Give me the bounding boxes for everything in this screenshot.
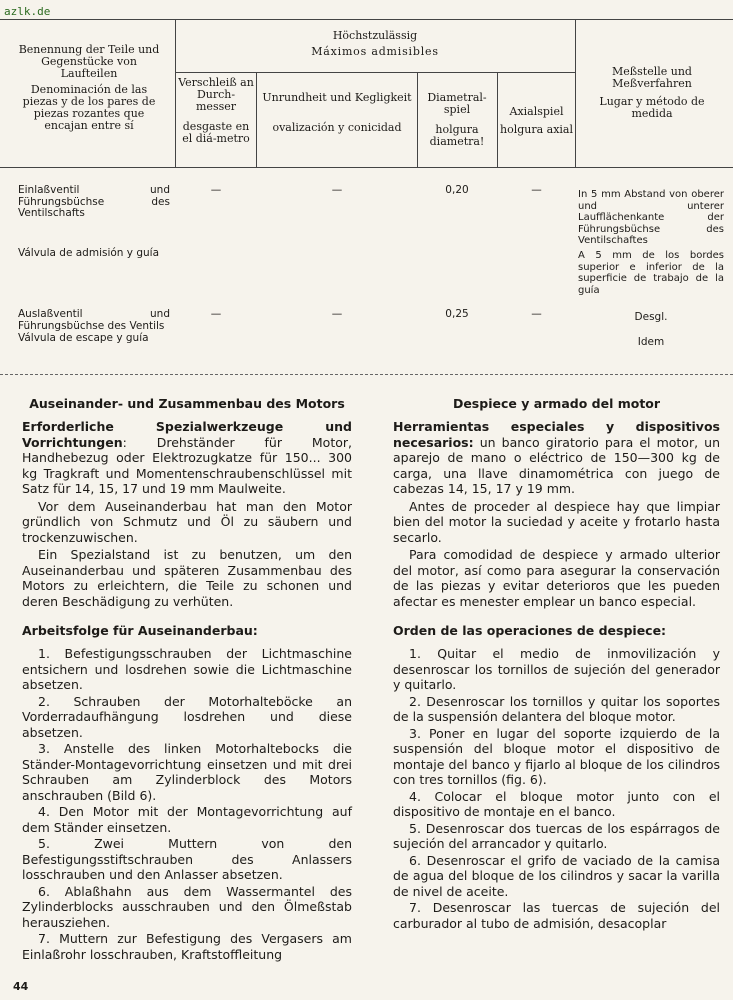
left-steps-list xyxy=(22,646,352,962)
right-step: 5. Desenroscar dos tuercas de los espárragos de sujeción del arrancador y quitarlo. xyxy=(393,820,720,851)
right-tools-text: un banco giratorio para el motor, un aparejo de mano o eléctrico de 150—300 kg de carga, una llave dinamométrica con juego de cabezas 14, 15, 17 y 19 mm. xyxy=(393,434,720,496)
left-title: Auseinander- und Zusammenbau des Motors xyxy=(29,396,345,411)
row1-name-de: Einlaßventil und Führungsbüchse des Ventilschafts xyxy=(18,184,170,219)
left-paragraph-1: Vor dem Auseinanderbau hat man den Motor gründlich von Schmutz und Öl zu säubern und trockenzuwischen. xyxy=(22,498,352,545)
left-step: 4. Den Motor mit der Montagevorrichtung auf dem Ständer einsetzen. xyxy=(22,804,352,835)
row2-round: — xyxy=(331,308,343,320)
right-paragraph-2: Para comodidad de despiece y armado ulterior del motor, así como para asegurar la conservación de las piezas y evitar deterioros que les pueden afectar es menester emplear un banco especial. xyxy=(393,547,720,609)
right-title: Despiece y armado del motor xyxy=(452,396,661,411)
right-step: 2. Desenroscar los tornillos y quitar los soportes de la suspensión delantera del bloque motor. xyxy=(393,693,720,724)
col-wear-es: desgaste en el diá-metro xyxy=(182,120,250,145)
col-parts-de: Benennung der Teile und Gegenstücke von Laufteilen xyxy=(18,43,160,80)
row1-method-es: A 5 mm de los bordes superior e inferior de la superficie de trabajo de la guía xyxy=(578,250,724,296)
watermark: azlk.de xyxy=(4,5,51,18)
col-round-es: ovalización y conicidad xyxy=(272,121,402,134)
row1-method-de: In 5 mm Abstand von oberer und unterer Laufflächenkante der Führungsbüchse des Ventilschaftes xyxy=(578,189,724,246)
left-step: 1. Befestigungsschrauben der Lichtmaschine entsichern und losdrehen sowie die Lichtmaschine absetzen. xyxy=(22,646,352,692)
group-header-es: Máximos admisibles xyxy=(311,45,439,58)
right-step: 1. Quitar el medio de inmovilización y desenroscar los tornillos de sujeción del generador y quitarlo. xyxy=(393,646,720,692)
left-step: 2. Schrauben der Motorhalteböcke an Vorderradaufhängung losdrehen und diese absetzen. xyxy=(22,693,352,740)
row1-axial: — xyxy=(531,184,542,196)
row2-name-es: Válvula de escape y guía xyxy=(18,332,149,344)
row2-method-es: Idem xyxy=(637,336,665,348)
col-diam-es: holgura diametra! xyxy=(429,123,485,148)
group-header-rule xyxy=(175,72,575,73)
right-step: 7. Desenroscar las tuercas de sujeción del carburador al tubo de admisión, desacoplar xyxy=(393,900,720,931)
row2-wear: — xyxy=(210,308,222,320)
right-steps-list xyxy=(393,646,720,931)
row1-round: — xyxy=(331,184,343,196)
row2-method-de: Desgl. xyxy=(634,311,668,323)
left-step: 7. Muttern zur Befestigung des Vergasers am Einlaßrohr losschrauben, Kraftstoffleitung xyxy=(22,931,352,962)
row1-name-es: Válvula de admisión y guía xyxy=(18,247,160,259)
row2-name-de: Auslaßventil und Führungsbüchse des Ventils xyxy=(18,308,170,332)
table-top-rule xyxy=(0,19,733,20)
left-step: 5. Zwei Muttern von den Befestigungsstiftschrauben des Anlassers losschrauben und den Anlasser absetzen. xyxy=(22,836,352,882)
left-subheading: Arbeitsfolge für Auseinanderbau: xyxy=(22,623,258,638)
left-step: 3. Anstelle des linken Motorhaltebocks die Ständer-Montagevorrichtung einsetzen und mit drei Schrauben am Zylinderblock des Motors anschrauben (Bild 6). xyxy=(22,741,352,803)
col-wear-de: Verschleiß an Durch-messer xyxy=(178,76,254,113)
left-step: 6. Ablaßhahn aus dem Wassermantel des Zylinderblocks ausschrauben und den Ölmeßstab herausziehen. xyxy=(22,883,352,930)
right-subheading: Orden de las operaciones de despiece: xyxy=(393,623,667,638)
right-paragraph-1: Antes de proceder al despiece hay que limpiar bien del motor la suciedad y aceite y frotarlo hasta secarlo. xyxy=(393,498,720,545)
right-tools-heading: Herramientas especiales y dispositivos necesarios: xyxy=(393,419,720,450)
left-tools-heading: Erforderliche Spezialwerkzeuge und Vorrichtungen xyxy=(22,419,352,450)
left-paragraph-2: Ein Spezialstand ist zu benutzen, um den Auseinanderbau und späteren Zusammenbau des Motors zu erleichtern, die Teile zu schonen und deren Beschädigung zu verhüten. xyxy=(22,547,352,609)
col-round-de: Unrundheit und Kegligkeit xyxy=(262,91,412,104)
page-number: 44 xyxy=(13,980,29,993)
col-axial-es: holgura axial xyxy=(499,123,574,136)
table-header-rule xyxy=(0,167,733,168)
right-column xyxy=(393,396,720,932)
col-axial-de: Axialspiel xyxy=(509,105,564,118)
row2-axial: — xyxy=(531,308,542,320)
table-bottom-rule xyxy=(0,374,733,375)
right-step: 6. Desenroscar el grifo de vaciado de la camisa de agua del bloque de los cilindros y sacar la varilla de nivel de aceite. xyxy=(393,852,720,899)
left-tools-text: : Drehständer für Motor, Handhebezug oder Elektrozugkatze für 150... 300 kg Tragkraft und Momentenschraubenschlüssel mit Satz für 14, 15, 17 und 19 mm Maulweite. xyxy=(22,434,352,496)
left-column xyxy=(22,396,352,963)
group-header-de: Höchstzulässig xyxy=(332,29,418,42)
row1-wear: — xyxy=(210,184,222,196)
col-diam-de: Diametral-spiel xyxy=(427,91,487,116)
col-method-de: Meßstelle und Meßverfahren xyxy=(612,65,692,90)
col-method-es: Lugar y método de medida xyxy=(599,95,705,120)
row2-diam: 0,25 xyxy=(445,308,469,320)
right-step: 3. Poner en lugar del soporte izquierdo de la suspensión del bloque motor el dispositivo de montaje del banco y fijarlo al bloque de los cilindros con tres tornillos (fig. 6). xyxy=(393,725,720,787)
col-parts-es: Denominación de las piezas y de los pares de piezas rozantes que encajan entre sí xyxy=(22,83,156,132)
right-step: 4. Colocar el bloque motor junto con el dispositivo de montaje en el banco. xyxy=(393,788,720,819)
row1-diam: 0,20 xyxy=(445,184,469,196)
